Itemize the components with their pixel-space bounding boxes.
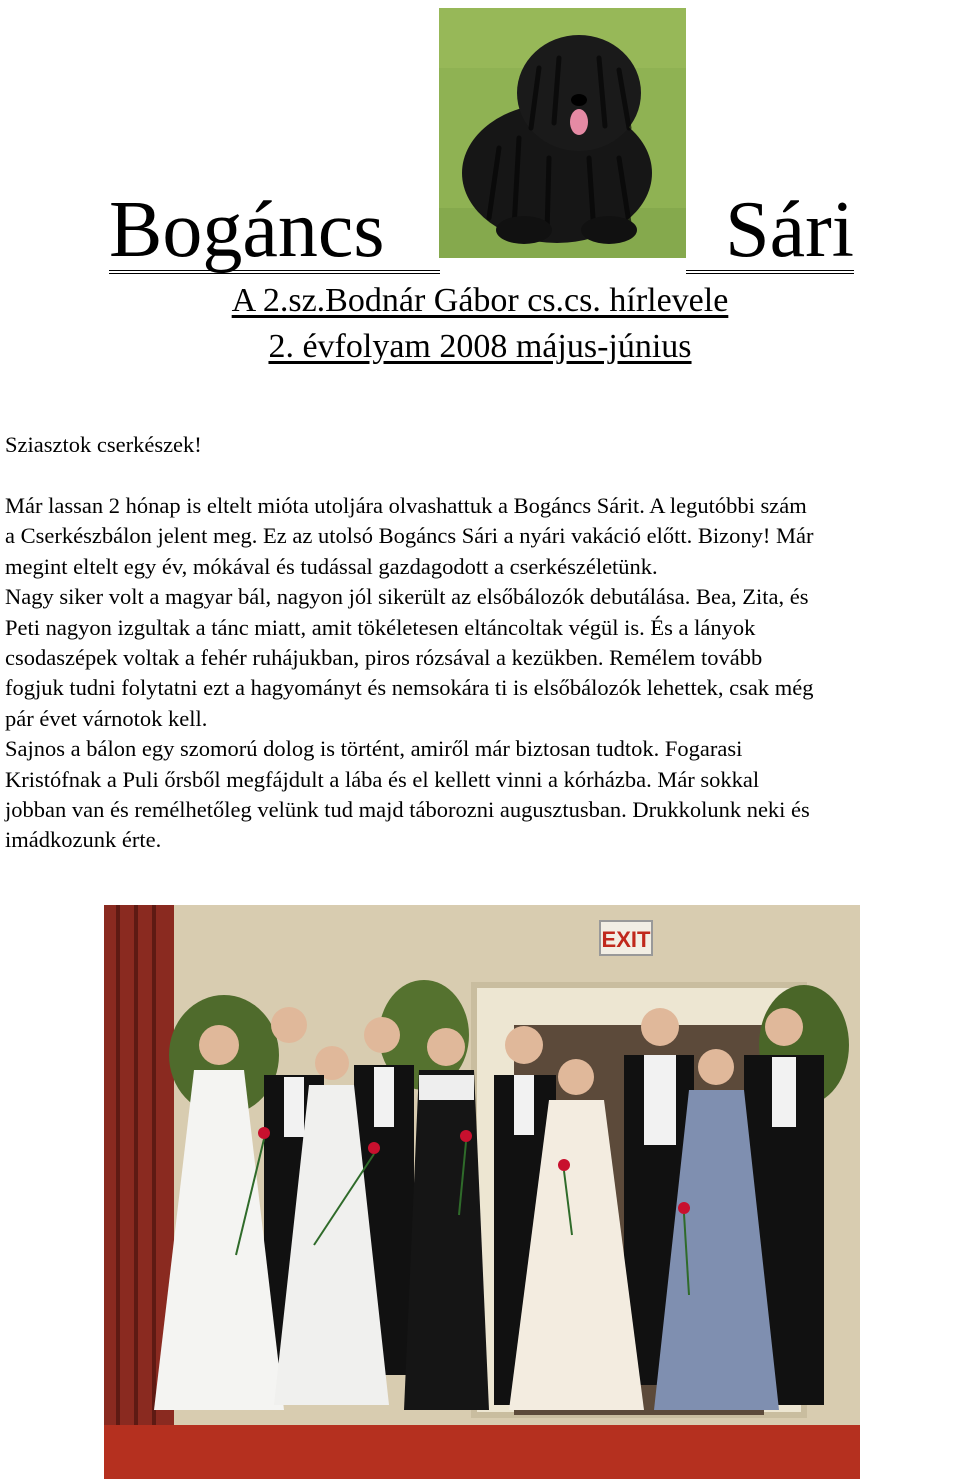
letter-body <box>5 491 960 856</box>
letter-line: pár évet várnotok kell. <box>5 705 208 731</box>
newsletter-subtitle <box>0 281 960 321</box>
letter-line: Kristófnak a Puli őrsből megfájdult a lába és el kellett vinni a kórházba. Már sokkal <box>5 766 760 792</box>
letter-line: megint eltelt egy év, mókával és tudással gazdagodott a cserkészéletünk. <box>5 553 658 579</box>
newsletter-title-right: Sári <box>686 182 854 274</box>
subtitle-line-2: 2. évfolyam 2008 május-június <box>268 328 692 365</box>
debutante-group-illustration <box>104 905 860 1479</box>
newsletter-issue <box>0 327 960 367</box>
dog-photo <box>439 8 686 258</box>
letter-line: a Cserkészbálon jelent meg. Ez az utolsó Bogáncs Sári a nyári vakáció előtt. Bizony! Már <box>5 523 814 549</box>
puli-dog-illustration <box>439 8 686 258</box>
subtitle-line-1: A 2.sz.Bodnár Gábor cs.cs. hírlevele <box>231 282 729 319</box>
letter-line: Sajnos a bálon egy szomorú dolog is történt, amiről már biztosan tudtok. Fogarasi <box>5 736 743 762</box>
letter-line: imádkozunk érte. <box>5 827 162 853</box>
greeting: Sziasztok cserkészek! <box>5 432 202 457</box>
letter-line: csodaszépek voltak a fehér ruhájukban, piros rózsával a kezükben. Remélem tovább <box>5 645 763 671</box>
letter-line: Nagy siker volt a magyar bál, nagyon jól sikerült az elsőbálozók debutálása. Bea, Zita, és <box>5 584 809 610</box>
letter-line: Peti nagyon izgultak a tánc miatt, amit tökéletesen eltáncoltak végül is. És a lányok <box>5 614 756 640</box>
letter-line: Már lassan 2 hónap is eltelt mióta utoljára olvashattuk a Bogáncs Sárit. A legutóbbi szám <box>5 493 807 518</box>
newsletter-title-left: Bogáncs <box>109 182 440 274</box>
group-photo <box>104 905 860 1479</box>
letter-line: jobban van és remélhetőleg velünk tud majd táborozni augusztusban. Drukkolunk neki és <box>5 797 810 823</box>
letter-line: fogjuk tudni folytatni ezt a hagyományt és nemsokára ti is elsőbálozók lehettek, csak még <box>5 675 814 701</box>
exit-sign: EXIT <box>601 927 651 952</box>
